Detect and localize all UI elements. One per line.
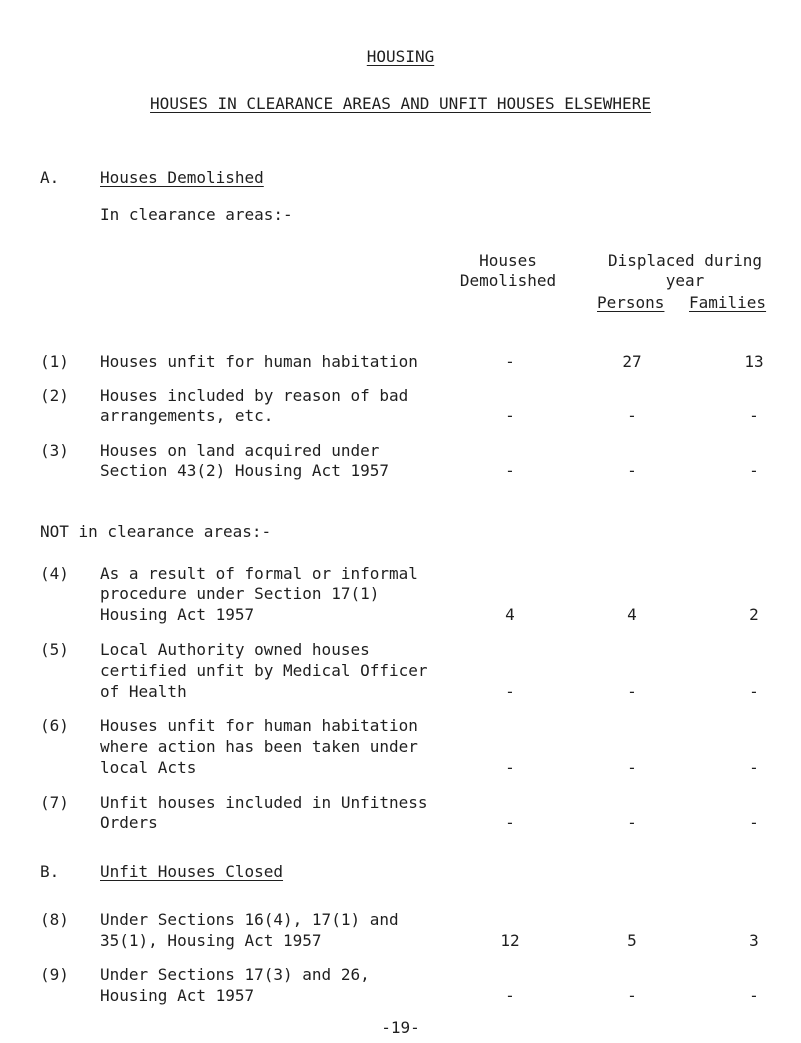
row-6-families: - (749, 758, 759, 777)
col-displaced-header (580, 251, 790, 291)
row-2-line-2: arrangements, etc. (100, 406, 274, 425)
row-4-families: 2 (749, 605, 759, 624)
row-6-houses: - (505, 758, 515, 777)
row-4-line-3: Housing Act 1957 (100, 605, 255, 624)
title-text: HOUSING (366, 47, 435, 66)
row-3-line-1: Houses on land acquired under (100, 441, 380, 460)
row-4-line-1: As a result of formal or informal (100, 564, 418, 583)
row-5-line-1: Local Authority owned houses (100, 640, 370, 659)
row-2-families: - (749, 406, 759, 425)
row-9-houses: - (505, 986, 515, 1005)
row-3-line-2: Section 43(2) Housing Act 1957 (100, 461, 389, 480)
col-displaced-line2: year (665, 271, 705, 290)
row-9-line-1: Under Sections 17(3) and 26, (100, 965, 370, 984)
row-1-families: 13 (744, 352, 764, 371)
row-5-families: - (749, 682, 759, 701)
row-5-persons: - (627, 682, 637, 701)
row-9-families: - (749, 986, 759, 1005)
row-5-line-3: of Health (100, 682, 187, 701)
row-7-families: - (749, 813, 759, 832)
row-2-persons: - (627, 406, 637, 425)
row-6-persons: - (627, 758, 637, 777)
col-families-header: Families (689, 293, 767, 312)
row-3-number: (3) (40, 441, 69, 460)
col-houses-line1: Houses (479, 251, 537, 270)
row-2-houses: - (505, 406, 515, 425)
in-clearance-label: In clearance areas:- (100, 205, 293, 224)
row-8-line-1: Under Sections 16(4), 17(1) and (100, 910, 399, 929)
row-1-line-1: Houses unfit for human habitation (100, 352, 418, 371)
subtitle-text: HOUSES IN CLEARANCE AREAS AND UNFIT HOUSES ELSEWHERE (150, 94, 651, 113)
section-b-letter: B. (40, 862, 60, 881)
row-7-persons: - (627, 813, 637, 832)
row-4-houses: 4 (505, 605, 515, 624)
row-4-persons: 4 (627, 605, 637, 624)
row-1-houses: - (505, 352, 515, 371)
row-7-houses: - (505, 813, 515, 832)
row-5-line-2: certified unfit by Medical Officer (100, 661, 428, 680)
row-8-houses: 12 (500, 931, 520, 950)
not-in-clearance-label: NOT in clearance areas:- (40, 522, 272, 541)
row-3-persons: - (627, 461, 637, 480)
row-4-line-2: procedure under Section 17(1) (100, 584, 380, 603)
col-houses-line2: Demolished (459, 271, 557, 290)
section-a-letter: A. (40, 168, 60, 187)
section-b-heading: Unfit Houses Closed (100, 862, 284, 881)
row-6-number: (6) (40, 716, 69, 735)
row-9-number: (9) (40, 965, 69, 984)
row-8-line-2: 35(1), Housing Act 1957 (100, 931, 322, 950)
row-7-line-1: Unfit houses included in Unfitness (100, 793, 428, 812)
col-houses-header (448, 251, 568, 291)
row-1-persons: 27 (622, 352, 642, 371)
row-2-line-1: Houses included by reason of bad (100, 386, 409, 405)
col-displaced-line1: Displaced during (607, 251, 763, 270)
row-6-line-1: Houses unfit for human habitation (100, 716, 418, 735)
row-2-number: (2) (40, 386, 69, 405)
row-1-number: (1) (40, 352, 69, 371)
page-number: -19- (381, 1018, 420, 1037)
row-4-number: (4) (40, 564, 69, 583)
row-6-line-3: local Acts (100, 758, 197, 777)
row-7-number: (7) (40, 793, 69, 812)
row-9-line-2: Housing Act 1957 (100, 986, 255, 1005)
row-8-number: (8) (40, 910, 69, 929)
row-5-number: (5) (40, 640, 69, 659)
row-3-houses: - (505, 461, 515, 480)
row-3-families: - (749, 461, 759, 480)
page-subtitle (0, 94, 801, 114)
row-6-line-2: where action has been taken under (100, 737, 418, 756)
row-7-line-2: Orders (100, 813, 158, 832)
col-persons-header: Persons (597, 293, 665, 312)
row-8-persons: 5 (627, 931, 637, 950)
row-8-families: 3 (749, 931, 759, 950)
page-title (0, 47, 801, 67)
row-5-houses: - (505, 682, 515, 701)
section-a-heading: Houses Demolished (100, 168, 264, 187)
row-9-persons: - (627, 986, 637, 1005)
